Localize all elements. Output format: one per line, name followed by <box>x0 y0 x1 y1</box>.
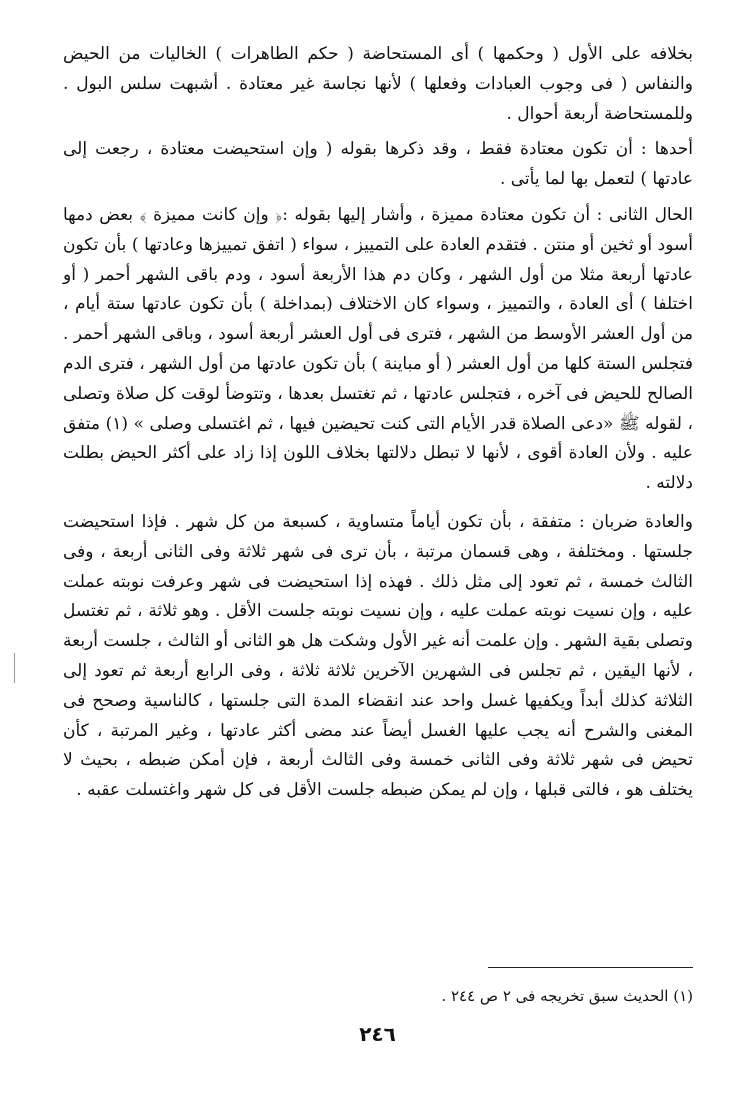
footnote: (١) الحديث سبق تخريجه فى ٢ ص ٢٤٤ . <box>441 987 693 1005</box>
page-body <box>63 40 693 806</box>
paragraph-4: والعادة ضربان : متفقة ، بأن تكون أياماً متساوية ، كسبعة من كل شهر . فإذا استحيضت جلستها . ومختلفة ، وهى قسمان مرتبة ، بأن ترى فى شهر ثلاثة وفى الثانى أربعة ، وفى الثالث خمسة ، ثم تعود إلى مثل ذلك . فهذه إذا استحيضت فى شهر وعرفت نوبته عملت عليه ، وإن نسيت نوبته عملت عليه ، وإن نسيت نوبته جلست الأقل . وهو ثلاثة ، ثم تغتسل وتصلى بقية الشهر . وإن علمت أنه غير الأول وشكت هل هو الثانى أو الثالث ، جلست أربعة ، لأنها اليقين ، ثم تجلس فى الشهرين الآخرين ثلاثة ثلاثة ، وفى الرابع أربعة ثم تعود إلى الثلاثة كذلك أبداً ويكفيها غسل واحد عند انقضاء المدة التى جلستها ، كالناسية وصحح فى المغنى والشرح أنه يجب عليها الغسل أيضاً عند مضى أكثر عادتها ، وغير المرتبة ، كأن تحيض فى شهر ثلاثة وفى الثانى خمسة وفى الثالث أربعة ، فإن أمكن ضبطه ، بحيث لا يختلف هو ، فالتى قبلها ، وإن لم يمكن ضبطه جلست الأقل فى كل شهر واغتسلت عقبه . <box>63 511 693 801</box>
margin-line <box>14 653 15 683</box>
paragraph-2: أحدها : أن تكون معتادة فقط ، وقد ذكرها بقوله ( وإن استحيضت معتادة ، رجعت إلى عادتها ) لتعمل بها لما يأتى . <box>63 139 693 190</box>
paragraph-1: بخلافه على الأول ( وحكمها ) أى المستحاضة ( حكم الطاهرات ) الخاليات من الحيض والنفاس ( فى وجوب العبادات وفعلها ) لأنها نجاسة غير معتادة . أشبهت سلس البول . وللمستحاضة أربعة أحوال . <box>63 44 693 124</box>
footnote-divider <box>488 967 693 968</box>
paragraph-3: الحال الثانى : أن تكون معتادة مميزة ، وأشار إليها بقوله :﴿ وإن كانت مميزة ﴾ بعض دمها أسود أو ثخين أو منتن . فتقدم العادة على التمييز ، سواء ( اتفق تمييزها وعادتها ) بأن تكون عادتها أربعة مثلا من أول الشهر ، وكان دم هذا الأربعة أسود ، ودم باقى الشهر أحمر ( أو اختلفا ) أى العادة ، والتمييز ، وسواء كان الاختلاف (بمداخلة ) بأن تكون عادتها ستة أيام ، من أول العشر الأوسط من الشهر ، فترى فى أول العشر أربعة أسود ، وباقى الشهر أحمر . فتجلس الستة كلها من أول العشر ( أو مباينة ) بأن تكون عادتها من أول الشهر ، فترى الدم الصالح للحيض فى آخره ، فتجلس عادتها ، ثم تغتسل بعدها ، وتتوضأ لوقت كل صلاة وتصلى ، لقوله ﷺ «دعى الصلاة قدر الأيام التى كنت تحيضين فيها ، ثم اغتسلى وصلى » (١) متفق عليه . ولأن العادة أقوى ، لأنها لا تبطل دلالتها بخلاف اللون إذا زاد على أكثر الحيض بطلت دلالته . <box>63 204 693 494</box>
page-number: ٢٤٦ <box>359 1022 396 1046</box>
